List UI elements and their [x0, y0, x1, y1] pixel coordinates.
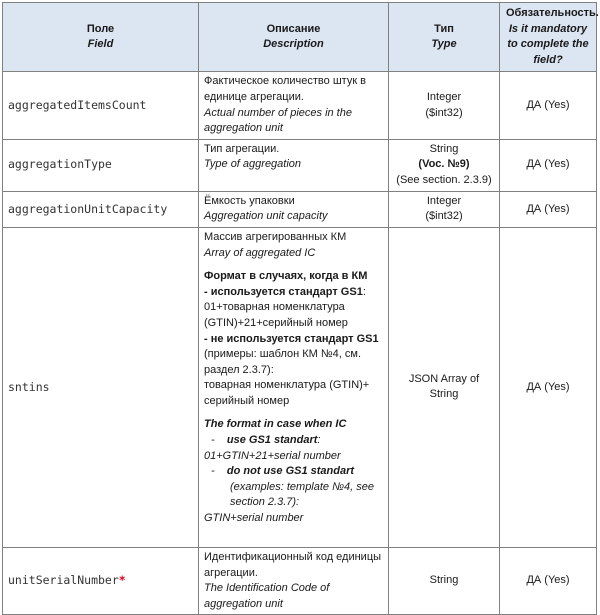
field-name: aggregationType [3, 139, 199, 191]
desc-ru: Тип агрегации. [204, 142, 280, 155]
gs1-used-format-en: 01+GTIN+21+serial number [204, 449, 341, 462]
type-line: Integer [426, 194, 462, 207]
type-line: String [429, 142, 459, 155]
header-desc-en: Description [263, 38, 324, 51]
field-mandatory: ДА (Yes) [500, 139, 597, 191]
header-type [389, 3, 500, 72]
field-name: aggregatedItemsCount [3, 72, 199, 139]
field-mandatory: ДА (Yes) [500, 547, 597, 614]
field-type [389, 227, 500, 547]
field-name: aggregationUnitCapacity [3, 191, 199, 227]
field-description [199, 72, 389, 139]
desc-en: Array of aggregated IC [204, 246, 316, 259]
desc-ru: Идентификационный код единицы агрегации. [204, 550, 382, 579]
header-field-ru: Поле [86, 22, 115, 35]
gs1-used-en: use GS1 standart [226, 434, 318, 447]
field-description [199, 227, 389, 547]
gs1-not-used-en: do not use GS1 standart [226, 465, 355, 478]
desc-en: Type of aggregation [204, 158, 302, 171]
format-ru-title: Формат в случаях, когда в КМ [204, 270, 368, 283]
field-name: sntins [3, 227, 199, 547]
gs1-not-used-examples-ru: (примеры: шаблон КМ №4, см. раздел 2.3.7): [204, 348, 362, 376]
fields-table [2, 2, 597, 615]
type-line: Integer [426, 90, 462, 103]
header-type-en: Type [431, 38, 457, 51]
gs1-used-en-colon: : [317, 434, 321, 447]
dash: - [211, 465, 215, 478]
header-description [199, 3, 389, 72]
dash: - [211, 434, 215, 447]
table-row [3, 139, 597, 191]
desc-ru: Фактическое количество штук в единице агрегации. [204, 75, 367, 103]
header-type-ru: Тип [434, 22, 454, 35]
field-mandatory: ДА (Yes) [500, 227, 597, 547]
desc-ru: Массив агрегированных КМ [204, 230, 347, 243]
field-name-text: unitSerialNumber [8, 573, 119, 588]
format-en-title: The format in case when IC [204, 418, 347, 431]
gs1-used-colon: : [362, 285, 366, 298]
type-line: String [429, 388, 459, 401]
required-asterisk: * [118, 573, 126, 588]
field-description [199, 547, 389, 614]
field-description [199, 139, 389, 191]
table-row [3, 72, 597, 139]
type-line: ($int32) [425, 106, 463, 119]
header-mand-ru: Обязательность. [506, 7, 599, 19]
desc-en: The Identification Code of aggregation unit [204, 582, 330, 610]
field-name [3, 547, 199, 614]
type-line: (See section. 2.3.9) [396, 174, 492, 187]
field-type [389, 547, 500, 614]
gs1-used-ru: - используется стандарт GS1 [204, 285, 363, 298]
desc-en: Aggregation unit capacity [204, 210, 328, 223]
desc-en: Actual number of pieces in the aggregation unit [204, 106, 352, 135]
header-desc-ru: Описание [266, 22, 321, 35]
field-mandatory: ДА (Yes) [500, 72, 597, 139]
gs1-not-used-examples-en: (examples: template №4, see section 2.3.7): [230, 480, 374, 509]
field-type [389, 139, 500, 191]
field-description [199, 191, 389, 227]
type-line: JSON Array of [408, 372, 480, 385]
field-type [389, 191, 500, 227]
table-row [3, 191, 597, 227]
table-row [3, 227, 597, 547]
header-field-en: Field [87, 38, 114, 51]
table-row [3, 547, 597, 614]
header-mandatory [500, 3, 597, 72]
gs1-used-format-ru: 01+товарная номенклатура (GTIN)+21+серийный номер [204, 301, 348, 329]
header-row [3, 3, 597, 72]
field-type [389, 72, 500, 139]
gs1-not-used-format-ru: товарная номенклатура (GTIN)+ серийный номер [204, 379, 370, 407]
type-line: (Voc. №9) [418, 158, 470, 171]
gs1-not-used-format-en: GTIN+serial number [204, 512, 304, 525]
header-mand-en: Is it mandatory to complete the field? [507, 22, 589, 66]
header-field [3, 3, 199, 72]
type-line: ($int32) [425, 210, 463, 223]
field-mandatory: ДА (Yes) [500, 191, 597, 227]
gs1-not-used-ru: - не используется стандарт GS1 [204, 332, 379, 345]
desc-ru: Ёмкость упаковки [204, 194, 295, 207]
type-line: String [429, 574, 459, 587]
